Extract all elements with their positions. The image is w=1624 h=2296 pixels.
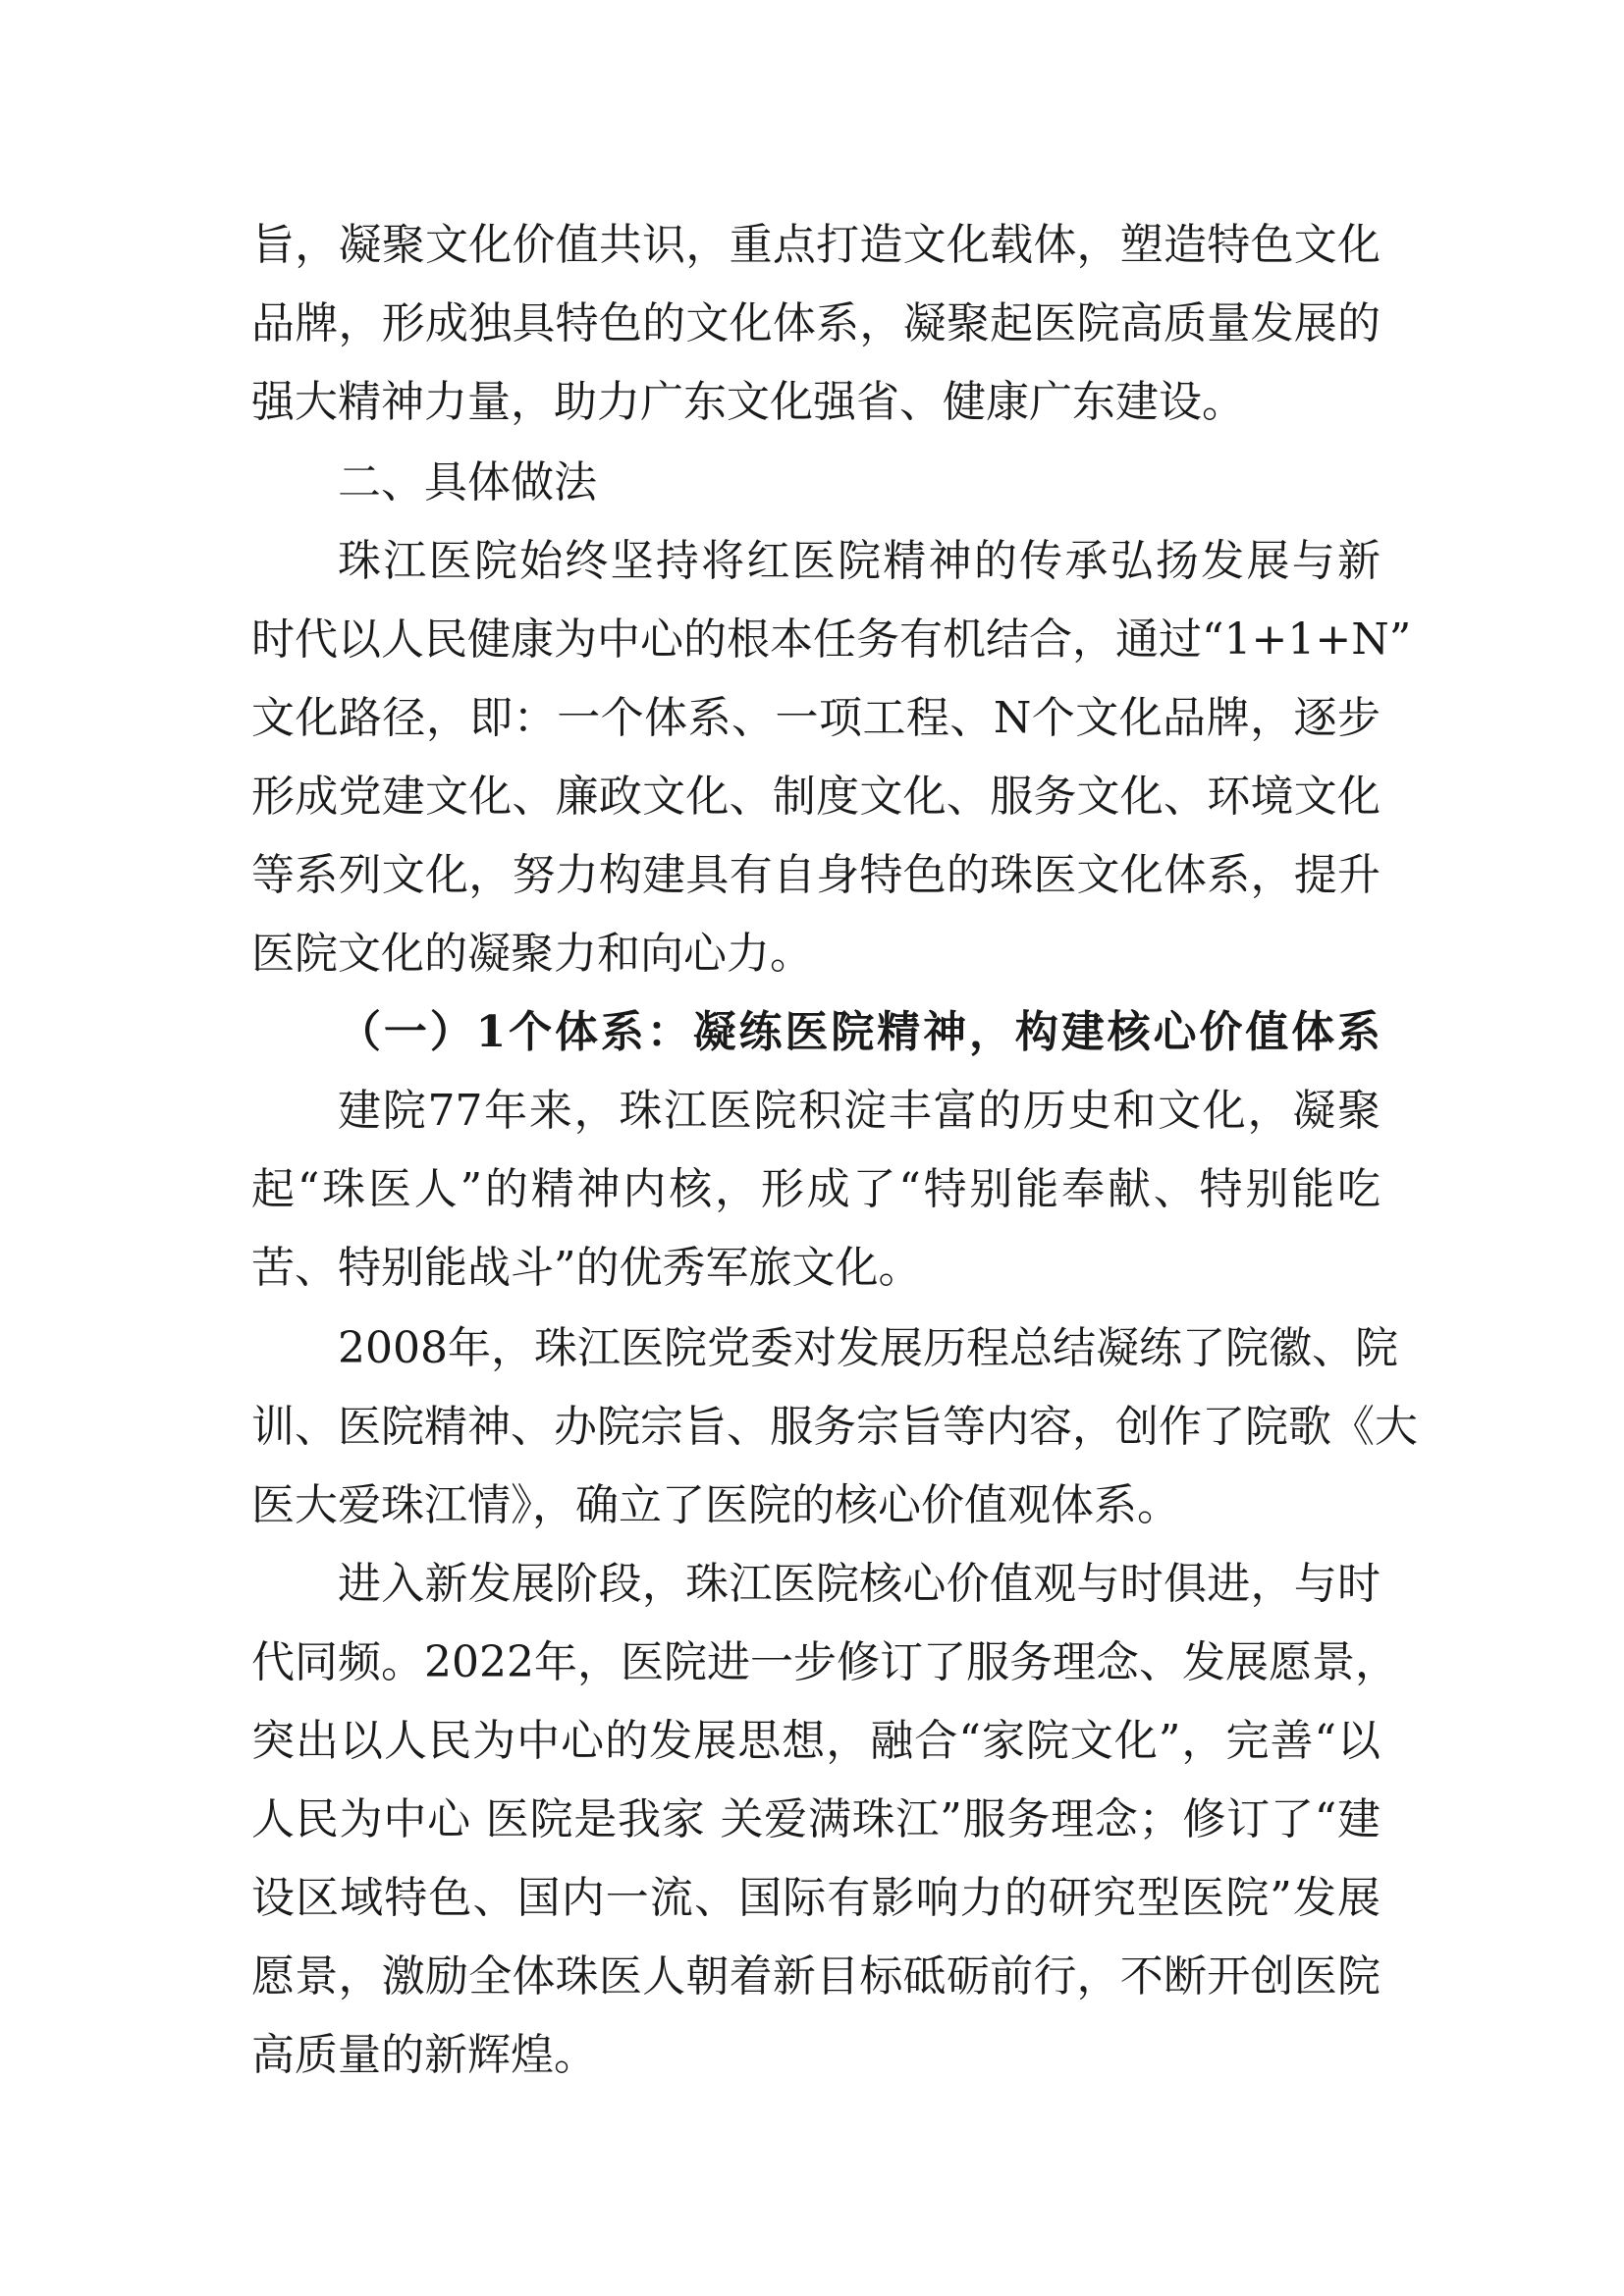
paragraph-line: 形成党建文化、廉政文化、制度文化、服务文化、环境文化 (251, 772, 1380, 822)
subsection-heading: （一）1个体系：凝练医院精神，构建核心价值体系 (338, 1007, 1380, 1057)
paragraph-line: 医大爱珠江情》，确立了医院的核心价值观体系。 (251, 1480, 1180, 1530)
paragraph-line: 建院77年来，珠江医院积淀丰富的历史和文化，凝聚 (338, 1086, 1380, 1136)
paragraph-line: 进入新发展阶段，珠江医院核心价值观与时俱进，与时 (338, 1559, 1380, 1609)
paragraph-line: 突出以人民为中心的发展思想，融合“家院文化”，完善“以 (251, 1716, 1380, 1766)
paragraph-line: 设区域特色、国内一流、国际有影响力的研究型医院”发展 (251, 1873, 1380, 1923)
paragraph-line: 强大精神力量，助力广东文化强省、健康广东建设。 (251, 377, 1245, 427)
paragraph-line: 起“珠医人”的精神内核，形成了“特别能奉献、特别能吃 (251, 1164, 1380, 1214)
paragraph-line: 愿景，激励全体珠医人朝着新目标砥砺前行，不断开创医院 (251, 1951, 1380, 2002)
paragraph-line: 2008年，珠江医院党委对发展历程总结凝练了院徽、院 (338, 1323, 1398, 1373)
paragraph-line: 医院文化的凝聚力和向心力。 (251, 929, 813, 979)
paragraph-line: 等系列文化，努力构建具有自身特色的珠医文化体系，提升 (251, 850, 1380, 900)
paragraph-line: 苦、特别能战斗”的优秀军旅文化。 (251, 1243, 922, 1293)
paragraph-line: 高质量的新辉煌。 (251, 2030, 597, 2080)
paragraph-line: 代同频。2022年，医院进一步修订了服务理念、发展愿景， (251, 1637, 1398, 1687)
paragraph-line: 时代以人民健康为中心的根本任务有机结合，通过“1+1+N” (251, 614, 1412, 665)
paragraph-line: 旨，凝聚文化价值共识，重点打造文化载体，塑造特色文化 (251, 220, 1380, 270)
paragraph-line: 训、医院精神、办院宗旨、服务宗旨等内容，创作了院歌《大 (251, 1402, 1418, 1452)
paragraph-line: 文化路径，即：一个体系、一项工程、N个文化品牌，逐步 (251, 693, 1380, 743)
paragraph-line: 人民为中心 医院是我家 关爱满珠江”服务理念；修订了“建 (251, 1794, 1380, 1844)
paragraph-line: 品牌，形成独具特色的文化体系，凝聚起医院高质量发展的 (251, 298, 1380, 348)
paragraph-line: 珠江医院始终坚持将红医院精神的传承弘扬发展与新 (338, 536, 1380, 586)
section-heading: 二、具体做法 (338, 457, 597, 507)
